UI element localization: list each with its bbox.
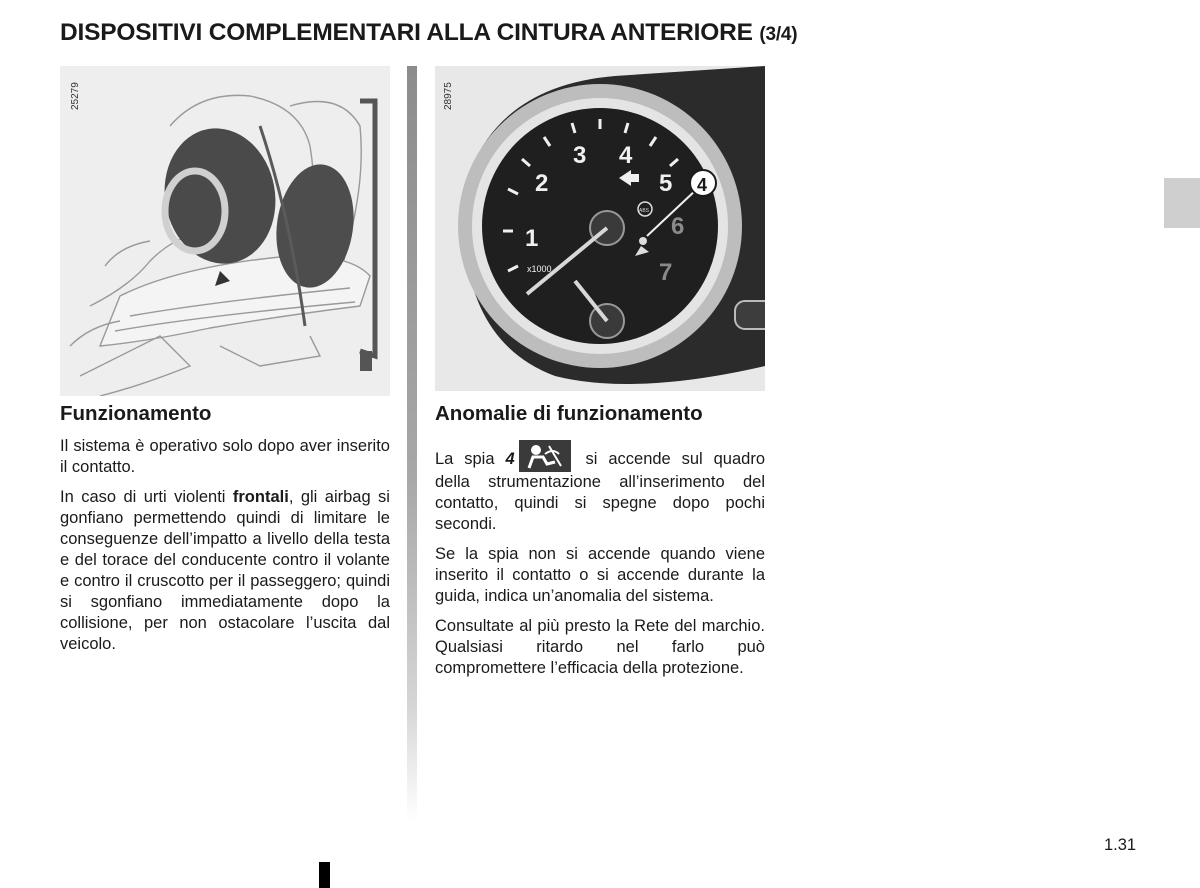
right-column-text	[435, 440, 765, 688]
gauge-illustration	[435, 66, 765, 391]
right-p1-after: si accende sul quadro della strumentazione all’inserimento del contatto, quindi si spegne dopo pochi secondi.	[435, 450, 766, 533]
left-p2-before: In caso di urti violenti	[60, 488, 233, 506]
section-heading-anomalie: Anomalie di funzionamento	[435, 402, 703, 425]
left-p2-bold: frontali	[232, 488, 289, 506]
page-title	[60, 19, 797, 47]
page-title-text: DISPOSITIVI COMPLEMENTARI ALLA CINTURA ANTERIORE	[60, 19, 753, 46]
right-p1-before: La spia	[435, 450, 506, 468]
right-paragraph-2: Se la spia non si accende quando viene inserito il contatto o si accende durante la guida, indica un’anomalia del sistema.	[435, 545, 765, 605]
tachometer-drawing	[435, 66, 765, 391]
crop-mark	[319, 862, 330, 888]
figure-code-left: 25279	[70, 82, 81, 110]
gauge-number-3: 3	[573, 142, 587, 169]
page-title-suffix: (3/4)	[759, 24, 798, 45]
left-paragraph-1: Il sistema è operativo solo dopo aver inserito il contatto.	[60, 437, 390, 476]
airbag-warning-icon	[519, 440, 571, 472]
right-paragraph-3: Consultate al più presto la Rete del marchio. Qualsiasi ritardo nel farlo può compromettere l’efficacia della protezione.	[435, 617, 765, 677]
gauge-number-1: 1	[525, 225, 539, 252]
gauge-number-4: 4	[619, 142, 633, 169]
section-tab-marker	[1164, 178, 1200, 228]
page-number: 1.31	[1104, 836, 1137, 854]
airbag-drawing	[60, 66, 390, 396]
left-column-text	[60, 436, 390, 664]
left-p2-after: , gli airbag si gonfiano permettendo quindi di limitare le conseguenze dell’impatto a livello della testa e del torace del conducente contro il volante e contro il cruscotto per il passeggero; quindi si sgonfiano immediatamente dopo la collisione, per non ostacolare l’uscita dal veicolo.	[60, 488, 390, 653]
gauge-multiplier: x1000	[527, 264, 552, 274]
abs-icon: ABS	[639, 208, 650, 214]
figure-code-right: 28975	[443, 82, 454, 110]
left-paragraph-2	[60, 487, 390, 655]
section-heading-funzionamento: Funzionamento	[60, 402, 212, 425]
column-divider	[407, 66, 417, 821]
airbag-illustration	[60, 66, 390, 396]
gauge-callout-4: 4	[697, 175, 708, 195]
gauge-number-6: 6	[671, 213, 685, 240]
right-paragraph-1	[435, 440, 765, 535]
gauge-number-7: 7	[659, 259, 673, 286]
right-p1-ref: 4	[505, 450, 515, 468]
gauge-number-5: 5	[659, 170, 673, 197]
gauge-number-2: 2	[535, 170, 549, 197]
